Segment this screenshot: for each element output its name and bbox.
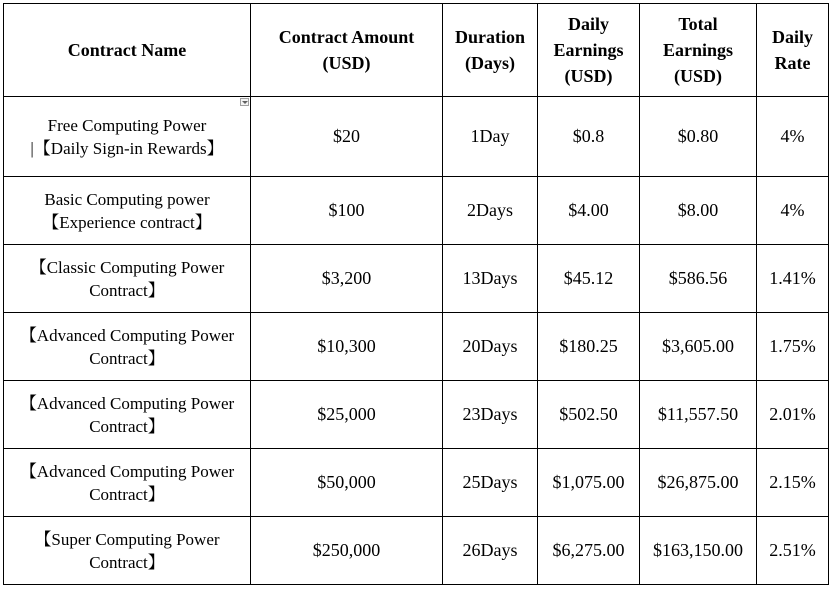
cell-duration[interactable]: 13Days: [443, 245, 538, 313]
header-row: [4, 4, 829, 97]
contract-name-line-2: |【Daily Sign-in Rewards】: [30, 138, 224, 158]
table-row: [4, 381, 829, 449]
cell-daily-rate[interactable]: 1.41%: [757, 245, 829, 313]
cell-total-earnings[interactable]: $163,150.00: [640, 517, 757, 585]
cell-daily-earnings[interactable]: $180.25: [538, 313, 640, 381]
cell-duration[interactable]: 1Day: [443, 97, 538, 177]
header-total-earnings-line-2: Earnings: [662, 40, 734, 60]
cell-contract-amount[interactable]: $250,000: [251, 517, 443, 585]
header-daily-earnings-line-3: (USD): [564, 66, 613, 86]
header-total-earnings-line-3: (USD): [674, 66, 722, 86]
header-daily-rate-line-2: Rate: [774, 53, 811, 73]
header-duration-line-2: (Days): [465, 53, 515, 73]
header-duration[interactable]: [443, 4, 538, 97]
contract-name-line-1: 【Classic Computing Power: [29, 257, 225, 277]
contract-name-line-2: Contract】: [89, 348, 165, 368]
cell-contract-amount[interactable]: $20: [251, 97, 443, 177]
contract-name-line-1: 【Advanced Computing Power: [19, 393, 235, 413]
contract-name-line-1: 【Advanced Computing Power: [19, 325, 235, 345]
header-daily-earnings-line-2: Earnings: [553, 40, 624, 60]
cell-contract-amount[interactable]: $3,200: [251, 245, 443, 313]
cell-total-earnings[interactable]: $26,875.00: [640, 449, 757, 517]
cell-total-earnings[interactable]: $11,557.50: [640, 381, 757, 449]
cell-contract-amount[interactable]: $10,300: [251, 313, 443, 381]
contract-name-line-2: Contract】: [89, 484, 165, 504]
cell-total-earnings[interactable]: $586.56: [640, 245, 757, 313]
cell-daily-earnings[interactable]: $4.00: [538, 177, 640, 245]
table-row: [4, 449, 829, 517]
cell-contract-name[interactable]: [4, 517, 251, 585]
header-daily-earnings[interactable]: [538, 4, 640, 97]
cell-contract-name[interactable]: [4, 381, 251, 449]
contract-name-line-1: Free Computing Power: [47, 115, 207, 135]
header-daily-earnings-line-1: Daily: [567, 14, 609, 34]
header-daily-rate-line-1: Daily: [771, 27, 813, 47]
cell-total-earnings[interactable]: $0.80: [640, 97, 757, 177]
cell-daily-earnings[interactable]: $502.50: [538, 381, 640, 449]
cell-contract-amount[interactable]: $50,000: [251, 449, 443, 517]
header-daily-rate[interactable]: [757, 4, 829, 97]
cell-daily-rate[interactable]: 2.15%: [757, 449, 829, 517]
cell-daily-rate[interactable]: 2.51%: [757, 517, 829, 585]
cell-contract-name[interactable]: [4, 449, 251, 517]
header-total-earnings[interactable]: [640, 4, 757, 97]
cell-daily-earnings[interactable]: $6,275.00: [538, 517, 640, 585]
table-row: [4, 313, 829, 381]
cell-duration[interactable]: 26Days: [443, 517, 538, 585]
header-contract-name[interactable]: [4, 4, 251, 97]
table-row: [4, 245, 829, 313]
header-contract-name-label: Contract Name: [67, 40, 187, 60]
cell-daily-rate[interactable]: 4%: [757, 97, 829, 177]
dropdown-arrow-icon[interactable]: [240, 98, 249, 106]
cell-duration[interactable]: 25Days: [443, 449, 538, 517]
cell-daily-earnings[interactable]: $45.12: [538, 245, 640, 313]
cell-daily-rate[interactable]: 1.75%: [757, 313, 829, 381]
cell-contract-name[interactable]: [4, 97, 251, 177]
cell-total-earnings[interactable]: $8.00: [640, 177, 757, 245]
contract-name-line-1: Basic Computing power: [44, 189, 210, 209]
cell-contract-amount[interactable]: $25,000: [251, 381, 443, 449]
contract-name-line-2: Contract】: [89, 416, 165, 436]
header-duration-line-1: Duration: [454, 27, 525, 47]
table-row: [4, 177, 829, 245]
cell-contract-amount[interactable]: $100: [251, 177, 443, 245]
contract-name-line-1: 【Advanced Computing Power: [19, 461, 235, 481]
header-contract-amount-line-1: Contract Amount: [278, 27, 415, 47]
cell-contract-name[interactable]: [4, 177, 251, 245]
cell-duration[interactable]: 23Days: [443, 381, 538, 449]
contracts-table: [3, 3, 829, 585]
header-contract-amount[interactable]: [251, 4, 443, 97]
header-total-earnings-line-1: Total: [678, 14, 718, 34]
table-row: [4, 517, 829, 585]
header-contract-amount-line-2: (USD): [322, 53, 371, 73]
cell-contract-name[interactable]: [4, 245, 251, 313]
contract-name-line-2: Contract】: [89, 552, 165, 572]
cell-daily-rate[interactable]: 4%: [757, 177, 829, 245]
contract-name-line-2: Contract】: [89, 280, 165, 300]
cell-daily-rate[interactable]: 2.01%: [757, 381, 829, 449]
contract-name-line-2: 【Experience contract】: [42, 212, 212, 232]
cell-contract-name[interactable]: [4, 313, 251, 381]
contract-name-line-1: 【Super Computing Power: [34, 529, 220, 549]
cell-duration[interactable]: 2Days: [443, 177, 538, 245]
table-row: [4, 97, 829, 177]
cell-daily-earnings[interactable]: $1,075.00: [538, 449, 640, 517]
cell-total-earnings[interactable]: $3,605.00: [640, 313, 757, 381]
cell-duration[interactable]: 20Days: [443, 313, 538, 381]
cell-daily-earnings[interactable]: $0.8: [538, 97, 640, 177]
